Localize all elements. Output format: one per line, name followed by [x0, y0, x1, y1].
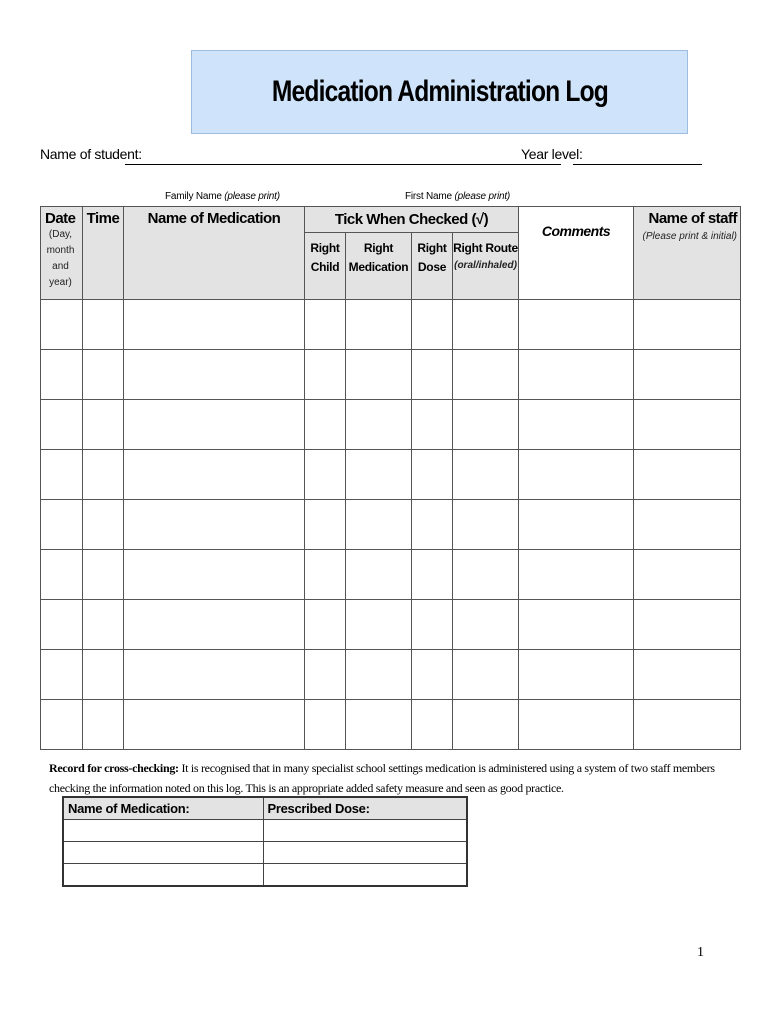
prescribed-dose-table — [62, 796, 468, 887]
log-entry-cell[interactable] — [453, 350, 519, 400]
log-entry-row — [41, 550, 741, 600]
log-entry-cell[interactable] — [41, 500, 83, 550]
log-entry-row — [41, 400, 741, 450]
student-name-field[interactable] — [125, 164, 561, 165]
dose-entry-cell[interactable] — [263, 864, 467, 887]
log-entry-cell[interactable] — [453, 500, 519, 550]
log-entry-cell[interactable] — [305, 300, 346, 350]
log-entry-cell[interactable] — [124, 350, 305, 400]
dose-entry-row — [63, 820, 467, 842]
log-entry-cell[interactable] — [412, 400, 453, 450]
log-entry-row — [41, 650, 741, 700]
medication-log-table — [40, 206, 741, 750]
log-entry-cell[interactable] — [412, 500, 453, 550]
year-level-field[interactable] — [573, 164, 702, 165]
title-banner — [191, 50, 688, 134]
log-entry-cell[interactable] — [124, 650, 305, 700]
log-entry-cell[interactable] — [305, 400, 346, 450]
log-entry-cell[interactable] — [305, 350, 346, 400]
log-entry-cell[interactable] — [41, 400, 83, 450]
log-entry-cell[interactable] — [41, 300, 83, 350]
log-entry-cell[interactable] — [453, 450, 519, 500]
log-entry-cell[interactable] — [124, 600, 305, 650]
log-entry-row — [41, 500, 741, 550]
log-entry-cell[interactable] — [305, 600, 346, 650]
dose-entry-cell[interactable] — [63, 842, 263, 864]
log-entry-cell[interactable] — [83, 500, 124, 550]
log-entry-cell[interactable] — [346, 400, 412, 450]
prescribed-dose-header: Prescribed Dose: — [263, 797, 467, 820]
staff-header: Name of staff (Please print & initial) — [634, 207, 741, 300]
dose-entry-cell[interactable] — [63, 820, 263, 842]
comments-header: Comments — [519, 207, 634, 300]
medication-header: Name of Medication — [124, 207, 305, 300]
log-entry-cell[interactable] — [83, 400, 124, 450]
log-entry-row — [41, 600, 741, 650]
log-entry-cell[interactable] — [634, 500, 741, 550]
log-entry-cell[interactable] — [634, 350, 741, 400]
log-entry-cell[interactable] — [519, 550, 634, 600]
page-number: 1 — [697, 945, 704, 960]
log-entry-cell[interactable] — [519, 700, 634, 750]
log-entry-cell[interactable] — [124, 700, 305, 750]
log-entry-cell[interactable] — [634, 600, 741, 650]
log-entry-cell[interactable] — [412, 700, 453, 750]
log-entry-cell[interactable] — [83, 450, 124, 500]
dose-entry-cell[interactable] — [63, 864, 263, 887]
log-entry-cell[interactable] — [519, 500, 634, 550]
log-entry-row — [41, 300, 741, 350]
log-entry-cell[interactable] — [41, 600, 83, 650]
dose-entry-row — [63, 842, 467, 864]
log-entry-cell[interactable] — [412, 650, 453, 700]
log-entry-cell[interactable] — [634, 400, 741, 450]
log-entry-cell[interactable] — [346, 450, 412, 500]
first-name-caption: First Name (please print) — [405, 191, 511, 202]
log-entry-cell[interactable] — [346, 500, 412, 550]
log-entry-cell[interactable] — [124, 550, 305, 600]
log-entry-cell[interactable] — [305, 450, 346, 500]
cross-checking-note: Record for cross-checking: It is recognised that in many specialist school settings medication is administered using a system of two staff members checking the information noted on this log. This is an appropriate added safety measure and seen as good practice. — [49, 761, 715, 795]
log-entry-row — [41, 450, 741, 500]
log-entry-cell[interactable] — [634, 650, 741, 700]
date-header: Date (Day, month and year) — [41, 207, 83, 300]
log-entry-cell[interactable] — [124, 300, 305, 350]
log-entry-cell[interactable] — [412, 600, 453, 650]
right-route-header: Right Route (oral/inhaled) — [453, 233, 519, 300]
log-entry-cell[interactable] — [41, 450, 83, 500]
log-entry-row — [41, 700, 741, 750]
log-entry-cell[interactable] — [453, 400, 519, 450]
log-entry-row — [41, 350, 741, 400]
dose-entry-cell[interactable] — [263, 842, 467, 864]
log-entry-cell[interactable] — [124, 450, 305, 500]
log-entry-cell[interactable] — [41, 350, 83, 400]
log-entry-cell[interactable] — [305, 650, 346, 700]
log-entry-cell[interactable] — [124, 400, 305, 450]
log-entry-cell[interactable] — [634, 450, 741, 500]
log-entry-cell[interactable] — [453, 300, 519, 350]
log-entry-cell[interactable] — [124, 500, 305, 550]
log-entry-cell[interactable] — [519, 400, 634, 450]
log-entry-cell[interactable] — [305, 550, 346, 600]
log-entry-cell[interactable] — [519, 350, 634, 400]
student-info-row — [40, 146, 702, 166]
log-entry-cell[interactable] — [346, 350, 412, 400]
log-entry-cell[interactable] — [634, 700, 741, 750]
log-entry-cell[interactable] — [83, 600, 124, 650]
log-entry-cell[interactable] — [305, 500, 346, 550]
log-entry-cell[interactable] — [519, 600, 634, 650]
log-entry-cell[interactable] — [453, 700, 519, 750]
family-name-caption: Family Name (please print) — [165, 191, 280, 202]
log-entry-cell[interactable] — [412, 300, 453, 350]
right-medication-header: Right Medication — [346, 233, 412, 300]
log-entry-cell[interactable] — [83, 350, 124, 400]
log-entry-cell[interactable] — [83, 700, 124, 750]
right-dose-header: Right Dose — [412, 233, 453, 300]
log-entry-cell[interactable] — [83, 300, 124, 350]
log-entry-cell[interactable] — [412, 550, 453, 600]
log-entry-cell[interactable] — [634, 550, 741, 600]
log-entry-cell[interactable] — [453, 600, 519, 650]
tick-when-checked-header: Tick When Checked (√) — [305, 207, 519, 233]
log-entry-cell[interactable] — [453, 650, 519, 700]
log-entry-cell[interactable] — [83, 650, 124, 700]
log-entry-cell[interactable] — [41, 650, 83, 700]
year-level-label: Year level: — [521, 146, 583, 162]
log-entry-cell[interactable] — [305, 700, 346, 750]
log-entry-cell[interactable] — [453, 550, 519, 600]
dose-medication-header: Name of Medication: — [63, 797, 263, 820]
log-entry-cell[interactable] — [519, 300, 634, 350]
log-entry-cell[interactable] — [346, 650, 412, 700]
right-child-header: Right Child — [305, 233, 346, 300]
log-entry-cell[interactable] — [41, 550, 83, 600]
log-entry-cell[interactable] — [41, 700, 83, 750]
log-entry-cell[interactable] — [83, 550, 124, 600]
log-entry-cell[interactable] — [412, 350, 453, 400]
log-entry-cell[interactable] — [346, 700, 412, 750]
student-name-label: Name of student: — [40, 146, 142, 162]
dose-entry-cell[interactable] — [263, 820, 467, 842]
dose-entry-row — [63, 864, 467, 887]
log-entry-cell[interactable] — [346, 600, 412, 650]
page-title: Medication Administration Log — [271, 75, 608, 108]
time-header: Time — [83, 207, 124, 300]
log-entry-cell[interactable] — [519, 450, 634, 500]
log-entry-cell[interactable] — [346, 300, 412, 350]
log-entry-cell[interactable] — [634, 300, 741, 350]
log-entry-cell[interactable] — [412, 450, 453, 500]
log-entry-cell[interactable] — [346, 550, 412, 600]
log-entry-cell[interactable] — [519, 650, 634, 700]
